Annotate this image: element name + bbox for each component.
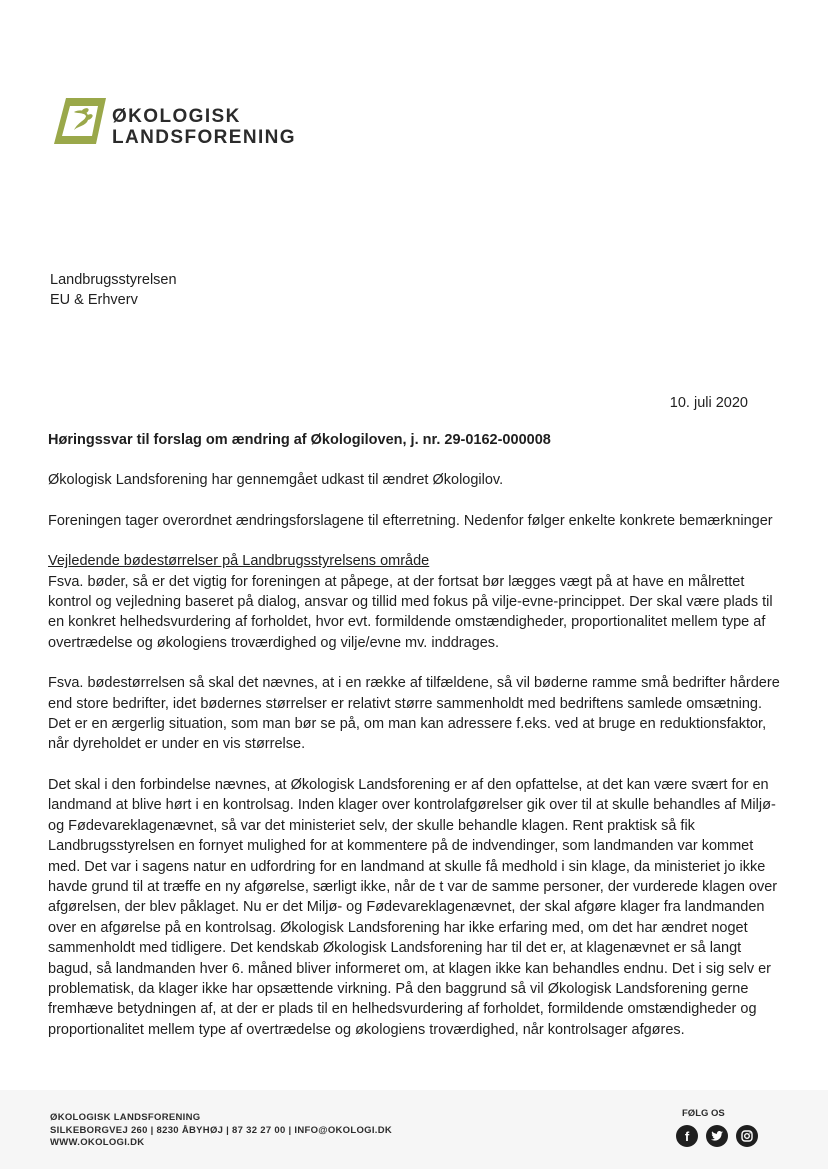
follow-label: FØLG OS [682,1108,725,1119]
paragraph-4: Fsva. bødestørrelsen så skal det nævnes, at i en række af tilfældene, så vil bøderne ramme små bedrifter hårdere end store bedrifter, idet bødernes størrelser er relativt større sammenholdt med bedriftens samlede omsætning. Det er en ærgerlig situation, som man bør se på, om man kan adressere f.eks. ved at bruge en reduktionsfaktor, når dyreholdet er under en vis størrelse. [48,675,780,753]
section-heading: Vejledende bødestørrelser på Landbrugsstyrelsens område [48,553,430,570]
letter-body [48,430,788,1040]
letter-subject: Høringssvar til forslag om ændring af Økologiloven, j. nr. 29-0162-000008 [48,432,551,448]
organization-logo [52,94,322,154]
leaf-logo-icon [52,94,108,148]
paragraph-2: Foreningen tager overordnet ændringsforslagene til efterretning. Nedenfor følger enkelte konkrete bemærkninger [48,512,773,529]
recipient-line-1: Landbrugsstyrelsen [50,272,177,288]
footer-website[interactable]: WWW.OKOLOGI.DK [50,1137,145,1148]
twitter-icon[interactable] [706,1125,728,1147]
facebook-icon[interactable]: f [676,1125,698,1147]
footer-org: ØKOLOGISK LANDSFORENING [50,1112,201,1123]
footer-social [676,1108,772,1147]
recipient-block [50,270,177,310]
paragraph-1: Økologisk Landsforening har gennemgået udkast til ændret Økologilov. [48,472,504,489]
letter-date: 10. juli 2020 [669,395,748,411]
paragraph-5: Det skal i den forbindelse nævnes, at Økologisk Landsforening er af den opfattelse, at det kan være svært for en landmand at blive hørt i en kontrolsag. Inden klager over kontrolafgørelser gik over til at skulle behandles af Miljø- og Fødevareklagenævnet, så var det ministeriet selv, der skulle behandle klagen. Rent praktisk så fik Landbrugsstyrelsen en fornyet mulighed for at kommentere på de indvendinger, som landmanden var kommet med. Det var i sagens natur en udfordring for en landmand at skulle få medhold i sin klage, da ministeriet jo ikke havde grund til at træffe en ny afgørelse, særligt ikke, når de t var de samme personer, der vurderede klagen over afgørelsen, der blev påklaget. Nu er det Miljø- og Fødevareklagenævnet, der skal afgøre klager fra landmanden over en afgørelse på en kontrolsag. Økologisk Landsforening har ikke erfaring med, om det har ændret noget sammenholdt med tidligere. Det kendskab Økologisk Landsforening har til det er, at klagenævnet er så langt bagud, så landmanden hver 6. måned bliver informeret om, at klagen ikke kan behandles endnu. Det i sig selv er problematisk, da klager ikke har opsættende virkning. På den baggrund så vil Økologisk Landsforening gerne fremhæve betydningen af, at der er plads til en helhedsvurdering af forholdet, formildende omstændigheder og proportionalitet mellem type af overtrædelse og økologiens troværdighed, når kontrolsager afgøres. [48,776,778,1038]
logo-line-1: ØKOLOGISK [112,106,241,127]
recipient-line-2: EU & Erhverv [50,292,138,308]
logo-line-2: LANDSFORENING [112,127,296,148]
letter-footer [0,1090,828,1169]
footer-address: SILKEBORGVEJ 260 | 8230 ÅBYHØJ | 87 32 27 00 | INFO@OKOLOGI.DK [50,1124,393,1136]
paragraph-3: Fsva. bøder, så er det vigtig for foreningen at påpege, at der fortsat bør lægges vægt på at have en målrettet kontrol og vejledning baseret på dialog, ansvar og tillid med fokus på vilje-evne-princippet. Der skal være plads til en konkret helhedsvurdering af forholdet, hvor evt. formildende omstændigheder, proportionalitet mellem type af overtrædelse og økologiens troværdighed og vilje/evne mv. inddrages. [48,573,773,651]
footer-contact [50,1112,392,1150]
instagram-icon[interactable] [736,1125,758,1147]
